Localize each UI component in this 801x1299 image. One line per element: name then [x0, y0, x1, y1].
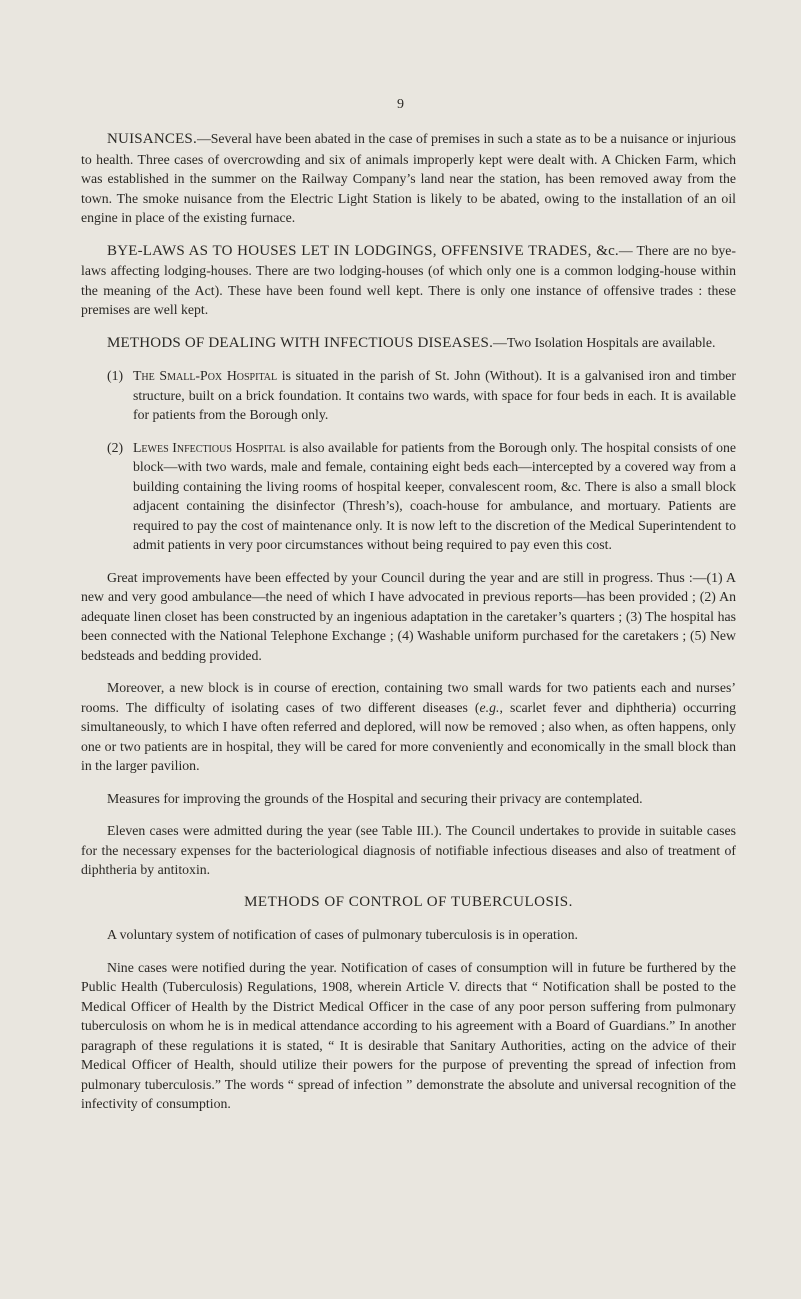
moreover-eg: e.g. [479, 699, 500, 715]
list-item-text: is situated in the parish of St. John (Without). It is a galvanised iron and timber structure, built on a brick foundation. It contains two wards, with space for four beds in each. It is available for patients from the Borough only. [133, 368, 736, 422]
infectious-text: —Two Isolation Hospitals are available. [493, 334, 716, 350]
list-item-number: (2) [107, 439, 124, 455]
measures-paragraph: Measures for improving the grounds of the Hospital and securing their privacy are contemplated. [107, 790, 643, 806]
moreover-paragraph [81, 678, 736, 776]
page-number: 9 [397, 97, 404, 112]
eleven-paragraph: Eleven cases were admitted during the year (see Table III.). The Council undertakes to provide in suitable cases for the necessary expenses for the bacteriological diagnosis of notifiable infectious diseases and also of treatment of diphtheria by antitoxin. [81, 823, 736, 877]
list-item [107, 438, 736, 555]
moreover-text-2: , scarlet fever and diphtheria) occurring simultaneously, to which I have often referred and deplored, will now be removed ; also when, as often happens, only one or two patients are in hospital, they will be cared for more conveniently and economically in the small block than in the larger pavilion. [81, 699, 736, 773]
nuisances-text: —Several have been abated in the case of premises in such a state as to be a nuisance or injurious to health. Three cases of overcrowding and six of animals improperly kept were dealt with. A Chicken Farm, which was established in the summer on the Railway Company’s land near the station, has been removed away from the town. The smoke nuisance from the Electric Light Station is likely to be abated, owing to the installation of an oil engine in place of the existing furnace. [81, 131, 736, 225]
voluntary-paragraph: A voluntary system of notification of cases of pulmonary tuberculosis is in operation. [107, 927, 578, 942]
byelaws-paragraph [81, 241, 736, 320]
moreover-text-1: Moreover, a new block is in course of erection, containing two small wards for two patients each and nurses’ rooms. The difficulty of isolating cases of two different diseases ( [81, 680, 736, 715]
nine-cases-paragraph: Nine cases were notified during the year. Notification of cases of consumption will in future be furthered by the Public Health (Tuberculosis) Regulations, 1908, wherein Article V. directs that “ Notification shall be posted to the Medical Officer of Health by the District Medical Officer in the case of any poor person suffering from pulmonary tuberculosis on whom he is in medical attendance according to his agreement with a Board of Guardians.” In another paragraph of these regulations it is stated, “ It is desirable that Sanitary Authorities, acting on the advice of their Medical Officer of Health, should utilize their powers for the purpose of preventing the spread of infection from pulmonary tuberculosis.” The words “ spread of infection ” demonstrate the absolute and universal recognition of the infectivity of consumption. [81, 959, 736, 1111]
improvements-paragraph: Great improvements have been effected by your Council during the year and are still in progress. Thus :—(1) A new and very good ambulance—the need of which I have advocated in previous reports—has been provided ; (2) An adequate linen closet has been constructed by an ingenious adaptation in the caretaker’s quarters ; (3) The hospital has been connected with the National Telephone Exchange ; (4) Washable uniform purchased for the caretakers ; (5) New bedsteads and bedding provided. [81, 569, 736, 663]
list-item-body [133, 438, 736, 555]
infectious-paragraph [81, 333, 736, 354]
list-item-number: (1) [107, 368, 124, 383]
nuisances-heading: NUISANCES. [107, 131, 197, 147]
body-text [81, 126, 736, 1127]
byelaws-text: — There are no bye-laws affecting lodging-houses. There are two lodging-houses (of which only one is a common lodging-house within the meaning of the Act). These have been found well kept. There is only one instance of offensive trades : these premises are well kept. [81, 242, 736, 317]
list-item-body [133, 366, 736, 425]
infectious-heading: METHODS OF DEALING WITH INFECTIOUS DISEASES. [107, 334, 494, 351]
byelaws-heading: BYE-LAWS AS TO HOUSES LET IN LODGINGS, OFFENSIVE TRADES, &c. [107, 242, 619, 259]
list-item [107, 366, 736, 425]
list-item-title: The Small-Pox Hospital [133, 368, 278, 383]
nuisances-paragraph [81, 129, 736, 228]
tuberculosis-heading: METHODS OF CONTROL OF TUBERCULOSIS. [244, 893, 573, 910]
list-item-text: is also available for patients from the Borough only. The hospital consists of one block—with two wards, male and female, containing eight beds each—intercepted by a covered way from a building containing the living rooms of hospital keeper, convalescent room, &c. There is also a small block adjacent containing the disinfector (Thresh’s), coach-house for ambulance, and mortuary. Patients are required to pay the cost of maintenance only. It is now left to the discretion of the Medical Superintendent to admit patients in very poor circumstances without being required to pay even this cost. [133, 439, 736, 552]
list-item-title: Lewes Infectious Hospital [133, 439, 286, 455]
